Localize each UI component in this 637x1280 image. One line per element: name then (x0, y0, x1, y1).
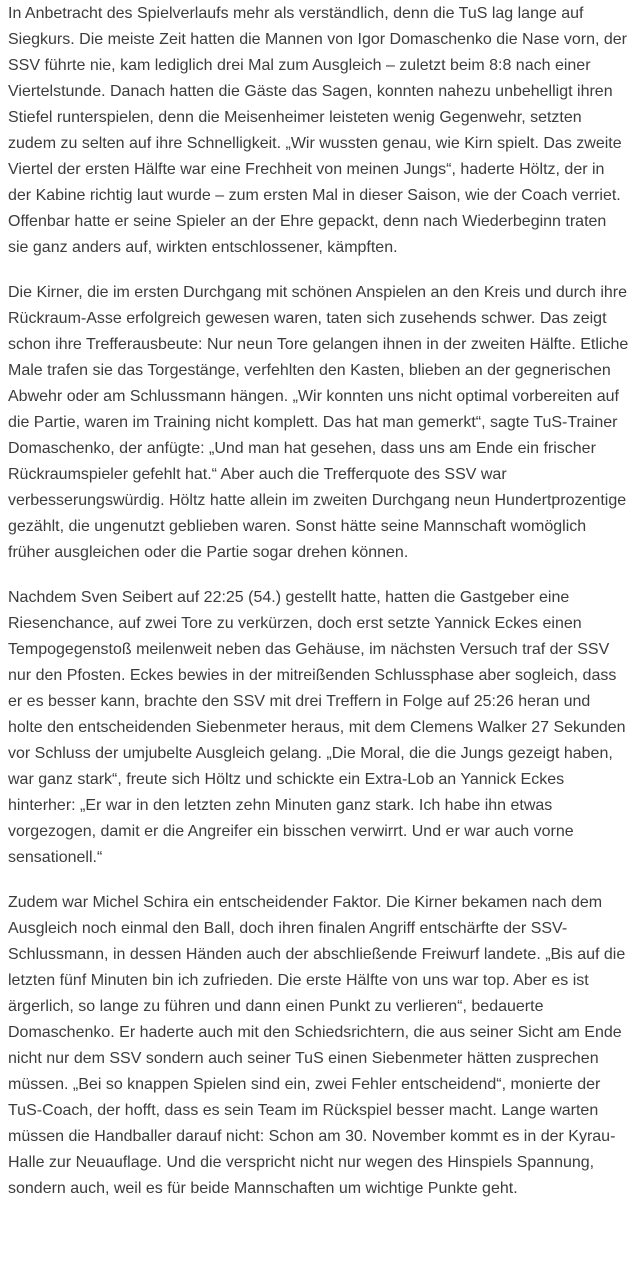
article-paragraph: Die Kirner, die im ersten Durchgang mit schönen Anspielen an den Kreis und durch ihre Rückraum-Asse erfolgreich gewesen waren, taten sich zusehends schwer. Das zeigt schon ihre Trefferausbeute: Nur neun Tore gelangen ihnen in der zweiten Hälfte. Etliche Male trafen sie das Torgestänge, verfehlten den Kasten, blieben an der gegnerischen Abwehr oder am Schlussmann hängen. „Wir konnten uns nicht optimal vorbereiten auf die Partie, waren im Training nicht komplett. Das hat man gemerkt“, sagte TuS-Trainer Domaschenko, der anfügte: „Und man hat gesehen, dass uns am Ende ein frischer Rückraumspieler gefehlt hat.“ Aber auch die Trefferquote des SSV war verbesserungswürdig. Höltz hatte allein im zweiten Durchgang neun Hundertprozentige gezählt, die ungenutzt geblieben waren. Sonst hätte seine Mannschaft womöglich früher ausgleichen oder die Partie sogar drehen können. (8, 284, 629, 561)
article-paragraph: In Anbetracht des Spielverlaufs mehr als verständlich, denn die TuS lag lange auf Siegkurs. Die meiste Zeit hatten die Mannen von Igor Domaschenko die Nase vorn, der SSV führte nie, kam lediglich drei Mal zum Ausgleich – zuletzt beim 8:8 nach einer Viertelstunde. Danach hatten die Gäste das Sagen, konnten nahezu unbehelligt ihren Stiefel runterspielen, denn die Meisenheimer leisteten wenig Gegenwehr, setzten zudem zu selten auf ihre Schnelligkeit. „Wir wussten genau, wie Kirn spielt. Das zweite Viertel der ersten Hälfte war eine Frechheit von meinen Jungs“, haderte Höltz, der in der Kabine richtig laut wurde – zum ersten Mal in dieser Saison, wie der Coach verriet. Offenbar hatte er seine Spieler an der Ehre gepackt, denn nach Wiederbeginn traten sie ganz anders auf, wirkten entschlossener, kämpften. (8, 5, 627, 256)
article-paragraph: Zudem war Michel Schira ein entscheidender Faktor. Die Kirner bekamen nach dem Ausgleich noch einmal den Ball, doch ihren finalen Angriff entschärfte der SSV-Schlussmann, in dessen Händen auch der abschließende Freiwurf landete. „Bis auf die letzten fünf Minuten bin ich zufrieden. Die erste Hälfte von uns war top. Aber es ist ärgerlich, so lange zu führen und dann einen Punkt zu verlieren“, bedauerte Domaschenko. Er haderte auch mit den Schiedsrichtern, die aus seiner Sicht am Ende nicht nur dem SSV sondern auch seiner TuS einen Siebenmeter hätten zusprechen müssen. „Bei so knappen Spielen sind ein, zwei Fehler entscheidend“, monierte der TuS-Coach, der hofft, dass es sein Team im Rückspiel besser macht. Lange warten müssen die Handballer darauf nicht: Schon am 30. November kommt es in der Kyrau-Halle zur Neuauflage. Und die verspricht nicht nur wegen des Hinspiels Spannung, sondern auch, weil es für beide Mannschaften um wichtige Punkte geht. (8, 894, 626, 1197)
article-paragraph: Nachdem Sven Seibert auf 22:25 (54.) gestellt hatte, hatten die Gastgeber eine Riesenchance, auf zwei Tore zu verkürzen, doch erst setzte Yannick Eckes einen Tempogegenstoß meilenweit neben das Gehäuse, im nächsten Versuch traf der SSV nur den Pfosten. Eckes bewies in der mitreißenden Schlussphase aber sogleich, dass er es besser kann, brachte den SSV mit drei Treffern in Folge auf 25:26 heran und holte den entscheidenden Siebenmeter heraus, mit dem Clemens Walker 27 Sekunden vor Schluss der umjubelte Ausgleich gelang. „Die Moral, die die Jungs gezeigt haben, war ganz stark“, freute sich Höltz und schickte ein Extra-Lob an Yannick Eckes hinterher: „Er war in den letzten zehn Minuten ganz stark. Ich habe ihn etwas vorgezogen, damit er die Angreifer ein bisschen verwirrt. Und er war auch vorne sensationell.“ (8, 589, 626, 866)
